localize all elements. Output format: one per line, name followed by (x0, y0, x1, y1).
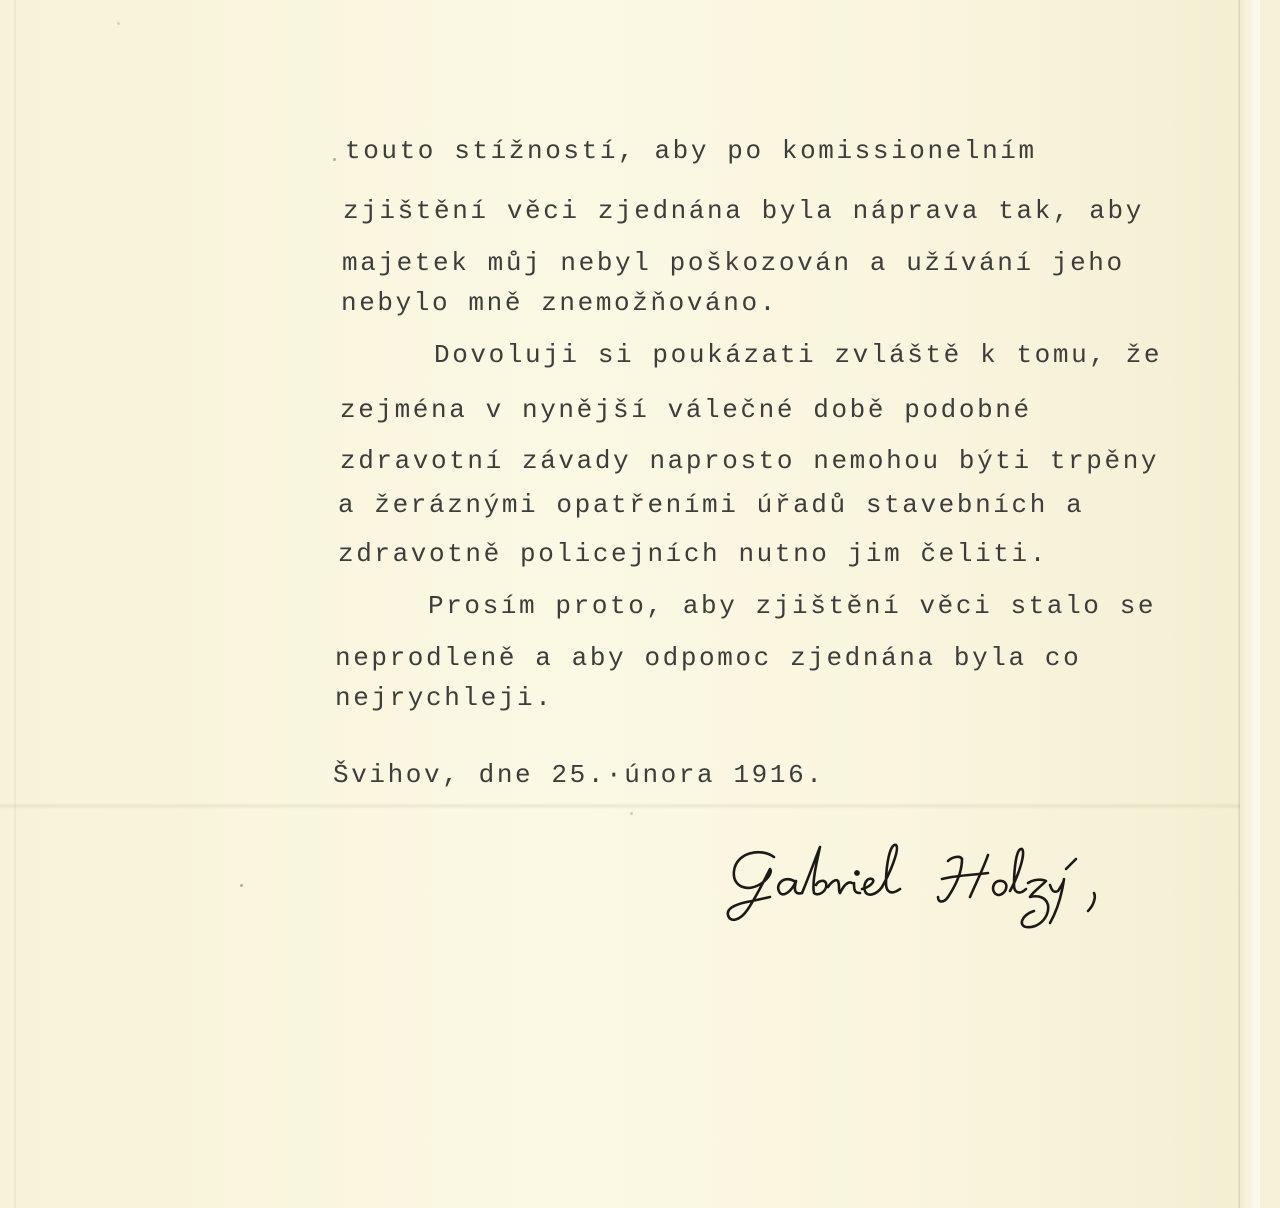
letter-line: touto stížností, aby po komissionelním (345, 136, 1037, 166)
ink-speck (117, 22, 120, 25)
ink-speck (240, 884, 243, 887)
paper-right-edge (1240, 0, 1260, 1208)
letter-line: nebylo mně znemožňováno. (341, 288, 778, 318)
letter-line: zdravotně policejních nutno jim čeliti. (338, 539, 1048, 569)
handwritten-signature (712, 835, 1132, 945)
ink-speck (630, 812, 633, 815)
letter-line: a žeráznými opatřeními úřadů stavebních a (338, 490, 1085, 520)
ink-speck (333, 158, 336, 161)
letter-line: neprodleně a aby odpomoc zjednána byla co (335, 643, 1082, 673)
date-line: Švihov, dne 25.·února 1916. (333, 760, 825, 790)
letter-line: zjištění věci zjednána byla náprava tak, aby (343, 196, 1144, 226)
paper-edge-shadow (14, 0, 16, 1208)
letter-line: Prosím proto, aby zjištění věci stalo se (428, 591, 1157, 621)
paper-fold-horizontal (0, 803, 1260, 809)
letter-line: majetek můj nebyl poškozován a užívání jeho (342, 248, 1125, 278)
letter-line: zdravotní závady naprosto nemohou býti trpěny (340, 446, 1160, 476)
letter-line: nejrychleji. (335, 683, 554, 713)
letter-line: Dovoluji si poukázati zvláště k tomu, že (434, 340, 1163, 370)
letter-line: zejména v nynější válečné době podobné (340, 395, 1032, 425)
